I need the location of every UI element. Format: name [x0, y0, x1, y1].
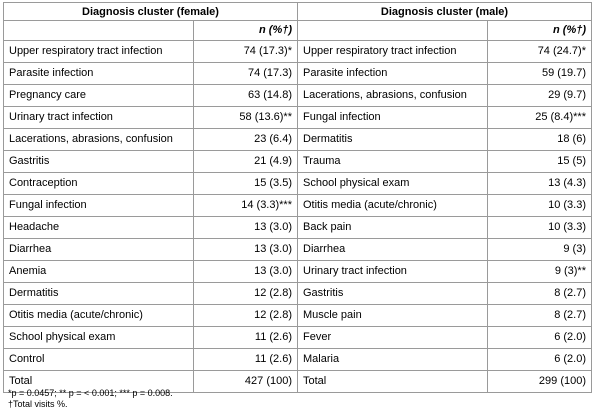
table-row [4, 85, 592, 107]
table-row [4, 283, 592, 305]
female-diagnosis-cell: Lacerations, abrasions, confusion [4, 129, 194, 151]
table-body [4, 41, 592, 393]
female-count-cell: 23 (6.4) [194, 129, 298, 151]
male-diagnosis-cell: Malaria [298, 349, 488, 371]
female-count-cell: 15 (3.5) [194, 173, 298, 195]
male-diagnosis-cell: Muscle pain [298, 305, 488, 327]
female-count-cell: 13 (3.0) [194, 239, 298, 261]
male-diagnosis-cell: Fever [298, 327, 488, 349]
footnote-total-visits: †Total visits %. [8, 399, 68, 409]
male-diagnosis-cell: Gastritis [298, 283, 488, 305]
female-diagnosis-cell: Diarrhea [4, 239, 194, 261]
male-diagnosis-cell: Back pain [298, 217, 488, 239]
female-count-cell: 74 (17.3)* [194, 41, 298, 63]
male-column-title: Diagnosis cluster (male) [298, 3, 592, 21]
female-diagnosis-cell: Contraception [4, 173, 194, 195]
table-row [4, 107, 592, 129]
diagnosis-table [3, 2, 592, 393]
female-diagnosis-cell: Total [4, 371, 194, 393]
table-header-row [4, 3, 592, 21]
female-diagnosis-cell: School physical exam [4, 327, 194, 349]
male-count-cell: 8 (2.7) [488, 305, 592, 327]
male-count-cell: 8 (2.7) [488, 283, 592, 305]
male-diagnosis-cell: Upper respiratory tract infection [298, 41, 488, 63]
male-count-cell: 6 (2.0) [488, 327, 592, 349]
male-diagnosis-cell: Total [298, 371, 488, 393]
male-count-cell: 299 (100) [488, 371, 592, 393]
male-count-cell: 9 (3)** [488, 261, 592, 283]
table-row [4, 173, 592, 195]
male-count-cell: 9 (3) [488, 239, 592, 261]
table-row [4, 327, 592, 349]
male-count-cell: 74 (24.7)* [488, 41, 592, 63]
table-row [4, 217, 592, 239]
table-row [4, 239, 592, 261]
table-row [4, 151, 592, 173]
male-diagnosis-cell: School physical exam [298, 173, 488, 195]
female-count-cell: 427 (100) [194, 371, 298, 393]
female-count-cell: 13 (3.0) [194, 261, 298, 283]
male-label-subheader-blank [298, 21, 488, 41]
female-count-cell: 11 (2.6) [194, 327, 298, 349]
male-diagnosis-cell: Dermatitis [298, 129, 488, 151]
footnote-significance: *p = 0.0457; ** p = < 0.001; *** p = 0.008. [8, 388, 173, 398]
table-footnotes [8, 388, 173, 410]
female-count-cell: 11 (2.6) [194, 349, 298, 371]
table-subheader-row [4, 21, 592, 41]
table-row [4, 305, 592, 327]
female-diagnosis-cell: Anemia [4, 261, 194, 283]
table-row [4, 195, 592, 217]
female-diagnosis-cell: Parasite infection [4, 63, 194, 85]
male-diagnosis-cell: Lacerations, abrasions, confusion [298, 85, 488, 107]
female-diagnosis-cell: Dermatitis [4, 283, 194, 305]
female-count-subheader: n (%†) [194, 21, 298, 41]
female-diagnosis-cell: Pregnancy care [4, 85, 194, 107]
male-diagnosis-cell: Trauma [298, 151, 488, 173]
male-count-cell: 25 (8.4)*** [488, 107, 592, 129]
female-diagnosis-cell: Headache [4, 217, 194, 239]
female-diagnosis-cell: Otitis media (acute/chronic) [4, 305, 194, 327]
table-row [4, 63, 592, 85]
diagnosis-table-container [3, 2, 591, 393]
female-count-cell: 12 (2.8) [194, 305, 298, 327]
table-row [4, 261, 592, 283]
female-diagnosis-cell: Control [4, 349, 194, 371]
male-diagnosis-cell: Fungal infection [298, 107, 488, 129]
male-diagnosis-cell: Urinary tract infection [298, 261, 488, 283]
female-label-subheader-blank [4, 21, 194, 41]
male-diagnosis-cell: Otitis media (acute/chronic) [298, 195, 488, 217]
male-count-cell: 6 (2.0) [488, 349, 592, 371]
male-count-cell: 15 (5) [488, 151, 592, 173]
table-row [4, 129, 592, 151]
female-count-cell: 74 (17.3) [194, 63, 298, 85]
female-count-cell: 12 (2.8) [194, 283, 298, 305]
female-count-cell: 21 (4.9) [194, 151, 298, 173]
male-count-cell: 10 (3.3) [488, 217, 592, 239]
female-count-cell: 58 (13.6)** [194, 107, 298, 129]
table-row [4, 349, 592, 371]
male-count-cell: 18 (6) [488, 129, 592, 151]
male-diagnosis-cell: Diarrhea [298, 239, 488, 261]
female-diagnosis-cell: Urinary tract infection [4, 107, 194, 129]
female-diagnosis-cell: Upper respiratory tract infection [4, 41, 194, 63]
female-count-cell: 13 (3.0) [194, 217, 298, 239]
male-count-cell: 13 (4.3) [488, 173, 592, 195]
male-count-cell: 59 (19.7) [488, 63, 592, 85]
female-count-cell: 14 (3.3)*** [194, 195, 298, 217]
female-diagnosis-cell: Gastritis [4, 151, 194, 173]
male-count-cell: 10 (3.3) [488, 195, 592, 217]
male-count-cell: 29 (9.7) [488, 85, 592, 107]
female-diagnosis-cell: Fungal infection [4, 195, 194, 217]
male-diagnosis-cell: Parasite infection [298, 63, 488, 85]
table-row [4, 41, 592, 63]
female-column-title: Diagnosis cluster (female) [4, 3, 298, 21]
male-count-subheader: n (%†) [488, 21, 592, 41]
female-count-cell: 63 (14.8) [194, 85, 298, 107]
